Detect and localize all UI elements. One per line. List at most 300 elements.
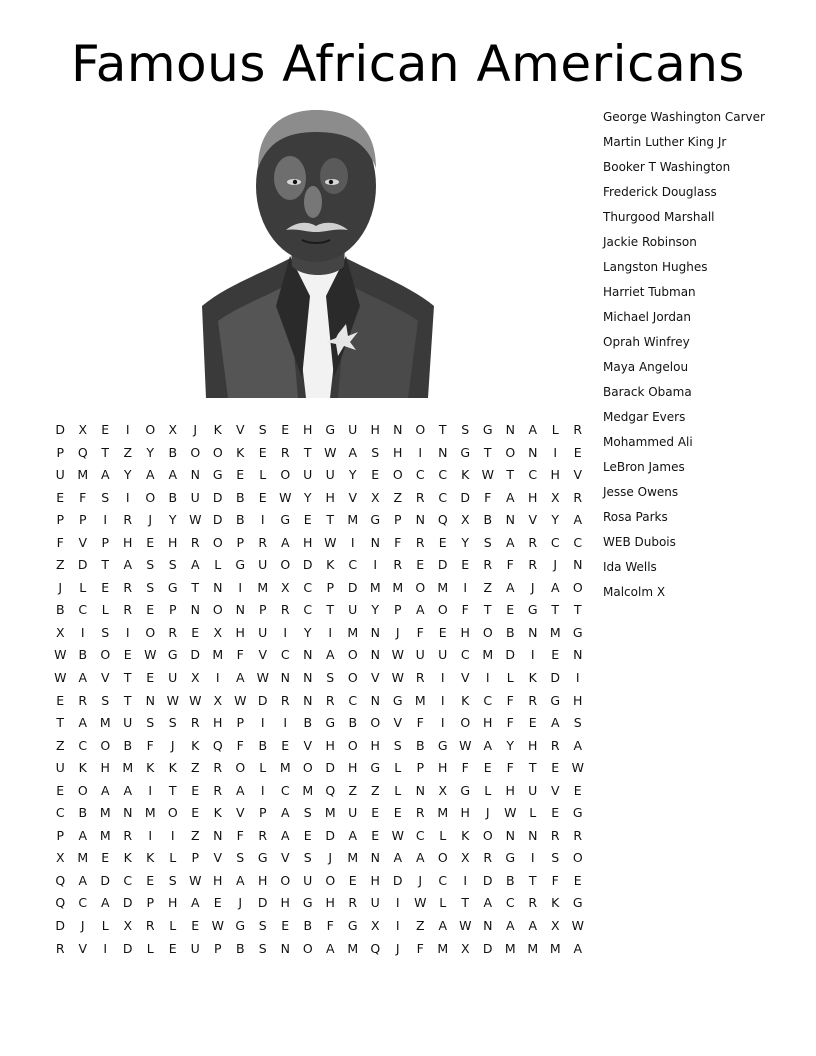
grid-letter: P	[236, 534, 245, 550]
grid-letter: E	[573, 782, 582, 798]
page-title: Famous African Americans	[71, 35, 745, 93]
grid-letter: S	[168, 557, 177, 573]
grid-letter: B	[168, 489, 178, 505]
grid-letter: P	[168, 602, 177, 618]
grid-letter: N	[528, 827, 538, 843]
grid-letter: B	[303, 918, 313, 934]
grid-letter: O	[460, 715, 471, 731]
grid-letter: J	[193, 422, 198, 437]
grid-letter: M	[279, 760, 291, 776]
grid-letter: Z	[55, 557, 65, 573]
grid-letter: F	[416, 940, 424, 956]
grid-letter: V	[303, 737, 313, 753]
grid-letter: O	[392, 467, 403, 483]
grid-letter: N	[573, 557, 583, 573]
grid-letter: E	[258, 489, 267, 505]
grid-letter: D	[302, 557, 313, 573]
grid-letter: X	[168, 422, 178, 437]
letter-grid	[49, 419, 589, 960]
grid-letter: L	[529, 805, 537, 821]
word-list-item: Harriet Tubman	[603, 285, 696, 299]
grid-letter: R	[415, 670, 425, 686]
grid-letter: H	[438, 760, 448, 776]
grid-letter: M	[77, 850, 89, 866]
grid-letter: U	[370, 895, 380, 911]
grid-letter: R	[573, 422, 583, 437]
grid-letter: R	[280, 692, 290, 708]
grid-letter: E	[123, 647, 132, 663]
grid-letter: S	[303, 850, 312, 866]
grid-letter: N	[370, 692, 380, 708]
grid-letter: O	[100, 737, 111, 753]
grid-letter: C	[438, 872, 448, 888]
grid-letter: C	[505, 895, 515, 911]
grid-letter: N	[505, 422, 515, 437]
grid-letter: H	[168, 895, 178, 911]
grid-letter: G	[437, 737, 448, 753]
grid-letter: N	[370, 850, 380, 866]
grid-letter: J	[58, 579, 63, 595]
grid-letter: E	[551, 805, 560, 821]
grid-letter: E	[551, 760, 560, 776]
grid-letter: J	[80, 918, 85, 934]
grid-letter: I	[395, 918, 400, 934]
grid-letter: S	[101, 489, 110, 505]
grid-letter: A	[123, 557, 133, 573]
grid-letter: I	[485, 670, 490, 686]
grid-letter: K	[461, 827, 470, 843]
grid-letter: K	[78, 760, 87, 776]
grid-letter: O	[280, 557, 291, 573]
grid-letter: E	[146, 670, 155, 686]
grid-letter: V	[235, 422, 245, 437]
grid-letter: L	[101, 602, 109, 618]
grid-letter: I	[215, 670, 220, 686]
grid-letter: G	[505, 850, 516, 866]
grid-letter: A	[550, 715, 560, 731]
grid-letter: R	[550, 827, 560, 843]
grid-letter: A	[100, 895, 110, 911]
grid-letter: R	[190, 715, 200, 731]
grid-letter: T	[101, 444, 110, 460]
grid-letter: A	[348, 444, 358, 460]
grid-letter: L	[169, 850, 177, 866]
grid-letter: E	[56, 489, 65, 505]
grid-letter: M	[99, 715, 111, 731]
word-list-item: Michael Jordan	[603, 310, 691, 324]
grid-letter: C	[78, 602, 88, 618]
grid-letter: K	[146, 850, 155, 866]
grid-letter: Q	[212, 737, 223, 753]
grid-letter: X	[213, 624, 223, 640]
grid-letter: P	[56, 827, 65, 843]
grid-letter: Q	[77, 444, 88, 460]
grid-letter: R	[55, 940, 65, 956]
grid-letter: E	[483, 760, 492, 776]
grid-letter: H	[370, 872, 380, 888]
grid-letter: H	[258, 872, 268, 888]
grid-letter: W	[211, 918, 224, 934]
grid-letter: M	[99, 827, 111, 843]
grid-letter: B	[123, 737, 133, 753]
grid-letter: M	[549, 624, 561, 640]
grid-letter: U	[415, 647, 425, 663]
grid-letter: R	[325, 692, 335, 708]
grid-letter: B	[505, 872, 515, 888]
grid-letter: S	[573, 715, 582, 731]
grid-letter: N	[438, 444, 448, 460]
grid-letter: E	[393, 805, 402, 821]
grid-letter: K	[461, 467, 470, 483]
grid-letter: V	[258, 647, 268, 663]
grid-letter: M	[257, 579, 269, 595]
grid-letter: A	[280, 534, 290, 550]
grid-letter: F	[461, 602, 469, 618]
grid-letter: U	[190, 940, 200, 956]
grid-letter: R	[528, 895, 538, 911]
grid-letter: D	[190, 647, 201, 663]
grid-letter: V	[280, 850, 290, 866]
grid-letter: X	[190, 670, 200, 686]
grid-letter: A	[505, 534, 515, 550]
grid-letter: C	[415, 827, 425, 843]
grid-letter: R	[213, 782, 223, 798]
grid-letter: O	[302, 940, 313, 956]
grid-letter: E	[281, 737, 290, 753]
grid-letter: F	[416, 715, 424, 731]
grid-letter: G	[167, 579, 178, 595]
grid-letter: W	[189, 692, 202, 708]
grid-letter: H	[370, 422, 380, 437]
grid-letter: M	[122, 760, 134, 776]
grid-letter: U	[348, 805, 358, 821]
grid-letter: S	[258, 422, 267, 437]
word-list-item: Frederick Douglass	[603, 185, 717, 199]
grid-letter: A	[100, 782, 110, 798]
grid-letter: X	[55, 850, 65, 866]
grid-letter: C	[550, 534, 560, 550]
grid-letter: C	[303, 579, 313, 595]
grid-letter: R	[280, 602, 290, 618]
grid-letter: M	[392, 579, 404, 595]
grid-letter: O	[347, 737, 358, 753]
grid-letter: I	[418, 444, 423, 460]
grid-letter: W	[54, 647, 67, 663]
grid-letter: C	[55, 805, 65, 821]
grid-letter: F	[484, 489, 492, 505]
grid-letter: E	[416, 557, 425, 573]
grid-letter: B	[78, 805, 88, 821]
grid-letter: H	[100, 760, 110, 776]
grid-letter: U	[303, 872, 313, 888]
grid-letter: M	[302, 782, 314, 798]
grid-letter: L	[101, 918, 109, 934]
grid-letter: A	[348, 827, 358, 843]
grid-letter: H	[213, 872, 223, 888]
grid-letter: I	[103, 940, 108, 956]
grid-letter: L	[484, 782, 492, 798]
grid-letter: O	[145, 489, 156, 505]
grid-letter: O	[145, 422, 156, 437]
grid-letter: P	[56, 512, 65, 528]
grid-letter: C	[303, 602, 313, 618]
grid-letter: I	[440, 670, 445, 686]
word-list-item: Jesse Owens	[603, 485, 679, 499]
grid-letter: A	[190, 895, 200, 911]
grid-letter: J	[418, 872, 423, 888]
grid-letter: W	[324, 534, 337, 550]
grid-letter: R	[123, 512, 133, 528]
grid-letter: I	[575, 670, 580, 686]
grid-letter: Q	[325, 782, 336, 798]
grid-letter: X	[460, 850, 470, 866]
grid-letter: W	[166, 692, 179, 708]
grid-letter: P	[236, 715, 245, 731]
grid-letter: E	[101, 850, 110, 866]
grid-letter: R	[415, 534, 425, 550]
grid-letter: O	[572, 850, 583, 866]
grid-letter: F	[79, 489, 87, 505]
grid-letter: V	[78, 940, 88, 956]
grid-letter: A	[505, 579, 515, 595]
grid-letter: E	[146, 602, 155, 618]
grid-letter: Q	[55, 872, 66, 888]
grid-letter: V	[78, 534, 88, 550]
grid-letter: A	[78, 715, 88, 731]
grid-letter: A	[190, 557, 200, 573]
grid-letter: S	[371, 444, 380, 460]
grid-letter: A	[235, 782, 245, 798]
grid-letter: N	[415, 512, 425, 528]
grid-letter: N	[393, 422, 403, 437]
grid-letter: G	[302, 895, 313, 911]
grid-letter: N	[415, 782, 425, 798]
grid-letter: O	[280, 872, 291, 888]
grid-letter: P	[56, 444, 65, 460]
grid-letter: L	[214, 557, 222, 573]
grid-letter: D	[437, 557, 448, 573]
grid-letter: I	[260, 715, 265, 731]
grid-letter: V	[550, 782, 560, 798]
grid-letter: W	[189, 872, 202, 888]
grid-letter: W	[571, 760, 584, 776]
grid-letter: H	[325, 737, 335, 753]
grid-letter: O	[572, 579, 583, 595]
grid-letter: A	[123, 782, 133, 798]
grid-letter: Y	[461, 534, 470, 550]
grid-letter: R	[258, 827, 268, 843]
grid-letter: J	[148, 512, 153, 528]
grid-letter: P	[78, 512, 87, 528]
grid-letter: K	[461, 692, 470, 708]
grid-letter: C	[78, 895, 88, 911]
grid-letter: R	[393, 557, 403, 573]
grid-letter: N	[213, 579, 223, 595]
grid-letter: E	[506, 602, 515, 618]
grid-letter: T	[326, 602, 335, 618]
grid-letter: K	[213, 805, 222, 821]
grid-letter: R	[573, 489, 583, 505]
grid-letter: A	[573, 512, 583, 528]
grid-letter: I	[373, 557, 378, 573]
grid-letter: X	[550, 489, 560, 505]
grid-letter: D	[77, 557, 88, 573]
grid-letter: I	[463, 872, 468, 888]
grid-letter: U	[258, 557, 268, 573]
grid-letter: F	[416, 624, 424, 640]
grid-letter: M	[347, 624, 359, 640]
grid-letter: P	[101, 534, 110, 550]
grid-letter: T	[326, 512, 335, 528]
word-list-item: Booker T Washington	[603, 160, 731, 174]
grid-letter: Q	[55, 895, 66, 911]
grid-letter: T	[303, 444, 312, 460]
grid-letter: F	[236, 737, 244, 753]
grid-letter: F	[551, 872, 559, 888]
grid-letter: S	[168, 872, 177, 888]
grid-letter: H	[528, 737, 538, 753]
grid-letter: U	[303, 467, 313, 483]
grid-letter: Y	[551, 512, 560, 528]
grid-letter: S	[168, 715, 177, 731]
grid-letter: G	[572, 805, 583, 821]
grid-letter: C	[123, 872, 133, 888]
grid-letter: U	[528, 782, 538, 798]
grid-letter: Q	[437, 512, 448, 528]
grid-letter: P	[326, 579, 335, 595]
grid-letter: R	[258, 534, 268, 550]
grid-letter: P	[146, 895, 155, 911]
grid-letter: T	[438, 422, 447, 437]
grid-letter: I	[283, 715, 288, 731]
grid-letter: G	[460, 782, 471, 798]
grid-letter: G	[482, 422, 493, 437]
grid-letter: H	[303, 422, 313, 437]
grid-letter: A	[325, 647, 335, 663]
grid-letter: P	[258, 805, 267, 821]
grid-letter: N	[370, 534, 380, 550]
grid-letter: O	[437, 850, 448, 866]
grid-letter: X	[370, 918, 380, 934]
grid-letter: D	[212, 512, 223, 528]
grid-letter: L	[439, 827, 447, 843]
grid-letter: E	[371, 467, 380, 483]
word-list-item: Maya Angelou	[603, 360, 689, 374]
grid-letter: R	[213, 760, 223, 776]
grid-letter: I	[80, 624, 85, 640]
grid-letter: G	[550, 692, 561, 708]
grid-letter: V	[348, 489, 358, 505]
grid-letter: B	[55, 602, 65, 618]
grid-letter: A	[78, 827, 88, 843]
grid-letter: J	[553, 557, 558, 573]
grid-letter: O	[482, 624, 493, 640]
grid-letter: S	[461, 422, 470, 437]
grid-letter: L	[439, 895, 447, 911]
grid-letter: V	[213, 850, 223, 866]
grid-letter: C	[528, 467, 538, 483]
word-list-item: Ida Wells	[603, 560, 657, 574]
grid-letter: L	[259, 760, 267, 776]
grid-letter: J	[170, 737, 175, 753]
grid-letter: L	[169, 918, 177, 934]
word-list-item: Thurgood Marshall	[603, 210, 715, 224]
grid-letter: D	[122, 940, 133, 956]
grid-letter: G	[347, 918, 358, 934]
grid-letter: E	[438, 624, 447, 640]
grid-letter: Y	[123, 467, 132, 483]
grid-letter: O	[212, 534, 223, 550]
grid-letter: H	[460, 805, 470, 821]
grid-letter: E	[56, 782, 65, 798]
word-list-item: Rosa Parks	[603, 510, 668, 524]
grid-letter: G	[235, 557, 246, 573]
grid-letter: A	[505, 918, 515, 934]
grid-letter: V	[528, 512, 538, 528]
grid-letter: A	[235, 872, 245, 888]
grid-letter: T	[573, 602, 582, 618]
grid-letter: X	[460, 940, 470, 956]
grid-letter: T	[461, 895, 470, 911]
grid-letter: S	[146, 579, 155, 595]
grid-letter: W	[459, 918, 472, 934]
grid-letter: I	[395, 895, 400, 911]
grid-letter: F	[461, 760, 469, 776]
grid-letter: A	[415, 850, 425, 866]
grid-letter: A	[483, 895, 493, 911]
grid-letter: S	[146, 715, 155, 731]
grid-letter: V	[393, 715, 403, 731]
grid-letter: G	[325, 422, 336, 437]
grid-letter: I	[125, 624, 130, 640]
grid-letter: D	[212, 489, 223, 505]
grid-letter: E	[146, 872, 155, 888]
grid-letter: P	[416, 760, 425, 776]
grid-letter: T	[191, 579, 200, 595]
grid-letter: P	[393, 512, 402, 528]
grid-letter: H	[348, 760, 358, 776]
grid-letter: Y	[303, 624, 312, 640]
grid-letter: C	[438, 467, 448, 483]
grid-letter: Q	[370, 940, 381, 956]
word-list-item: Medgar Evers	[603, 410, 686, 424]
grid-letter: C	[348, 557, 358, 573]
grid-letter: E	[213, 895, 222, 911]
grid-letter: E	[303, 512, 312, 528]
grid-letter: R	[415, 805, 425, 821]
grid-letter: E	[191, 782, 200, 798]
grid-letter: M	[482, 647, 494, 663]
grid-letter: X	[213, 692, 223, 708]
grid-letter: R	[528, 534, 538, 550]
grid-letter: Y	[303, 489, 312, 505]
grid-letter: H	[483, 715, 493, 731]
grid-letter: M	[437, 940, 449, 956]
grid-letter: I	[440, 715, 445, 731]
grid-letter: B	[258, 737, 268, 753]
word-list-item: LeBron James	[603, 460, 685, 474]
grid-letter: Z	[393, 489, 403, 505]
grid-letter: O	[190, 444, 201, 460]
grid-letter: F	[146, 737, 154, 753]
grid-letter: Z	[190, 827, 200, 843]
grid-letter: N	[303, 692, 313, 708]
grid-letter: G	[325, 715, 336, 731]
word-list	[603, 108, 803, 608]
grid-letter: H	[393, 444, 403, 460]
grid-letter: U	[168, 670, 178, 686]
grid-letter: H	[303, 534, 313, 550]
